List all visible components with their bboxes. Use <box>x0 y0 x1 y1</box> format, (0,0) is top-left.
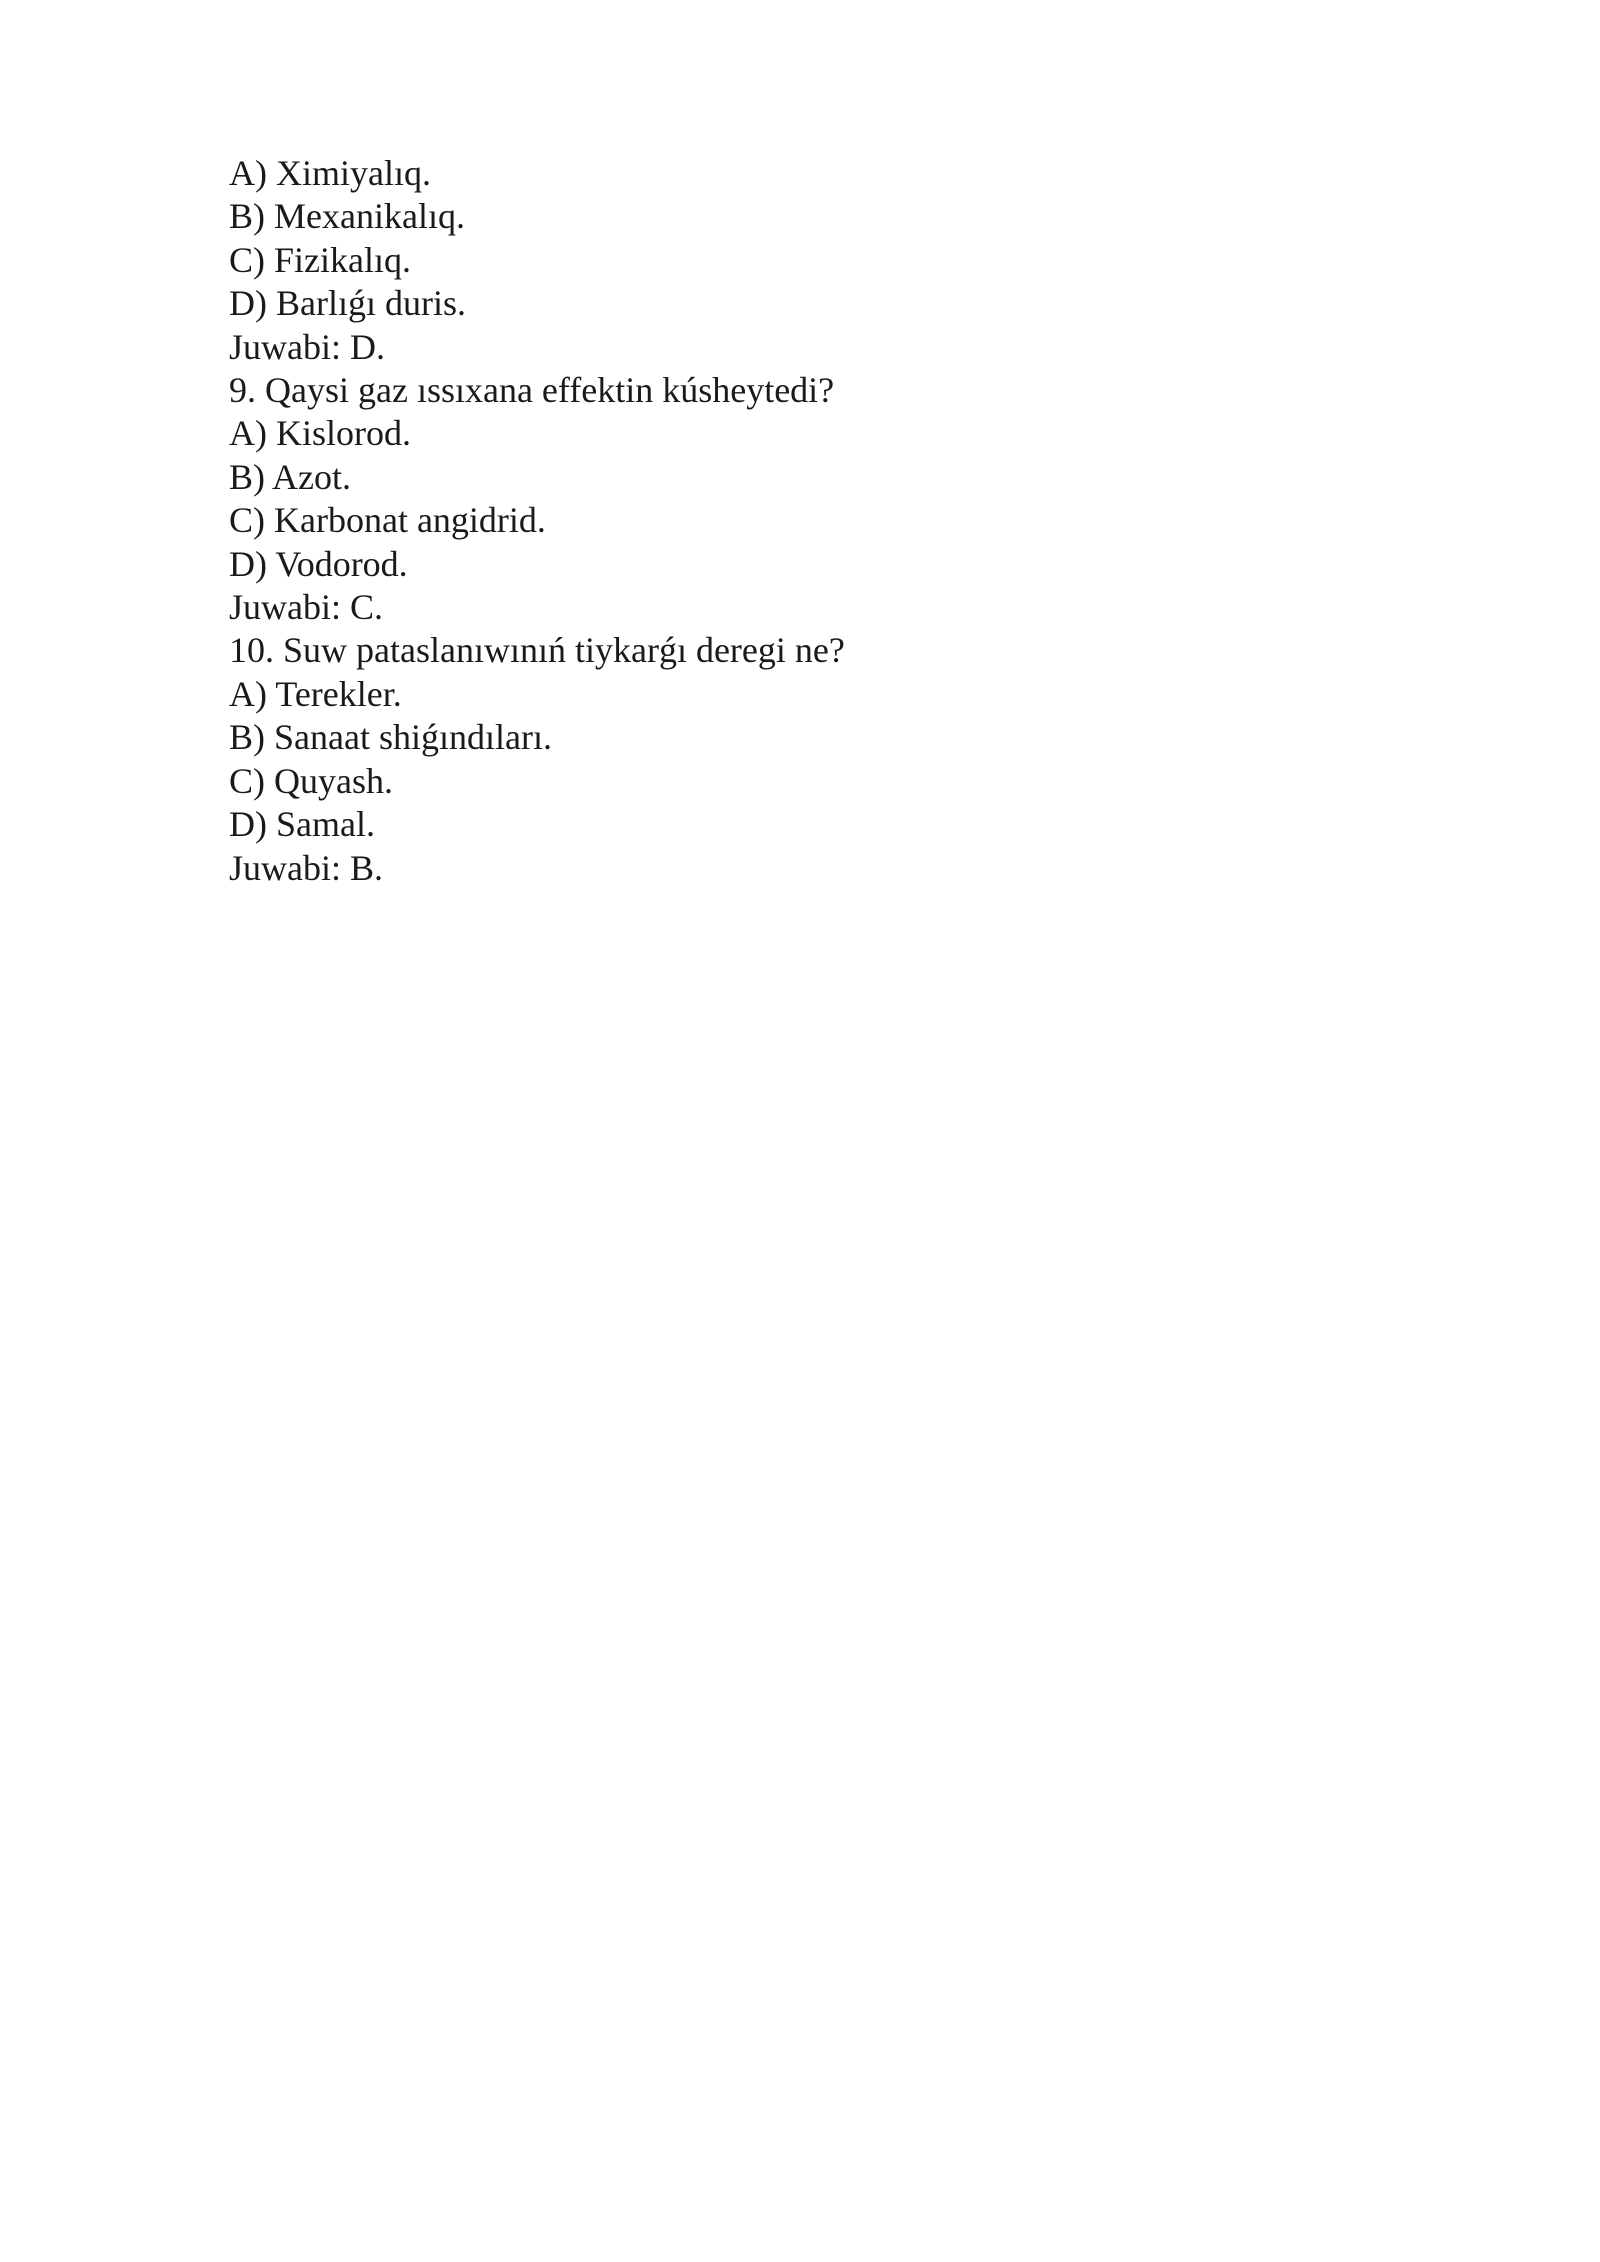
question-9: 9. Qaysi gaz ıssıxana effektin kúsheytedi? <box>229 370 835 411</box>
option-c-q8: C) Fizikalıq. <box>229 239 411 280</box>
answer-q8: Juwabi: D. <box>229 326 385 367</box>
option-a-q10: A) Terekler. <box>229 673 402 714</box>
option-d-q9: D) Vodorod. <box>229 543 408 584</box>
option-d-q10: D) Samal. <box>229 804 375 845</box>
document-body <box>229 152 1429 890</box>
option-d-q8: D) Barlıǵı duris. <box>229 283 466 324</box>
option-a-q9: A) Kislorod. <box>229 413 411 454</box>
option-a-q8: A) Ximiyalıq. <box>229 153 431 193</box>
question-10: 10. Suw pataslanıwınıń tiykarǵı deregi ne? <box>229 630 845 671</box>
option-c-q9: C) Karbonat angidrid. <box>229 500 546 541</box>
answer-q9: Juwabi: C. <box>229 587 384 628</box>
option-c-q10: C) Quyash. <box>229 760 393 801</box>
answer-q10: Juwabi: B. <box>229 847 384 888</box>
option-b-q10: B) Sanaat shiǵındıları. <box>229 717 552 758</box>
option-b-q9: B) Azot. <box>229 456 351 497</box>
option-b-q8: B) Mexanikalıq. <box>229 196 465 237</box>
